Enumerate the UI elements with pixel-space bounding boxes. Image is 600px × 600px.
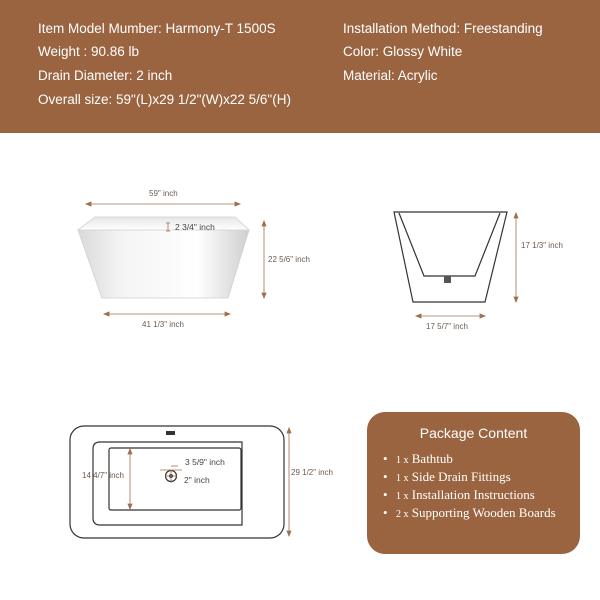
top-inner-dimension-line bbox=[128, 449, 132, 509]
drain-diameter-label: 2" inch bbox=[184, 475, 210, 485]
item-quantity: 1 x bbox=[396, 491, 409, 502]
front-view-tub bbox=[78, 217, 249, 298]
item-model-text: Item Model Mumber: Harmony-T 1500S bbox=[38, 21, 276, 36]
top-width-dimension-line bbox=[287, 428, 291, 536]
front-bottom-width-label: 41 1/3" inch bbox=[142, 320, 184, 329]
rim-thickness-label: 2 3/4" inch bbox=[175, 222, 215, 232]
front-bottom-dimension-line bbox=[104, 312, 230, 316]
list-item: • 1 x Installation Instructions bbox=[383, 487, 535, 502]
drain-offset-label: 3 5/9" inch bbox=[185, 457, 225, 467]
item-quantity: 1 x bbox=[396, 455, 409, 466]
item-name: Installation Instructions bbox=[411, 487, 535, 502]
front-height-label: 22 5/6" inch bbox=[268, 255, 310, 264]
front-top-width-label: 59" inch bbox=[149, 189, 178, 198]
overall-size-text: Overall size: 59"(L)x29 1/2"(W)x22 5/6"(H) bbox=[38, 92, 291, 107]
top-width-label: 29 1/2" inch bbox=[291, 468, 333, 477]
side-bottom-dimension-line bbox=[416, 314, 485, 318]
item-name: Supporting Wooden Boards bbox=[411, 505, 556, 520]
front-top-dimension-line bbox=[86, 202, 240, 206]
material-text: Material: Acrylic bbox=[343, 68, 438, 83]
item-name: Bathtub bbox=[411, 451, 453, 466]
list-item: • 1 x Side Drain Fittings bbox=[383, 469, 511, 484]
inner-width-label: 14 4/7" inch bbox=[82, 471, 124, 480]
installation-text: Installation Method: Freestanding bbox=[343, 21, 543, 36]
side-height-label: 17 1/3" inch bbox=[521, 241, 563, 250]
item-quantity: 2 x bbox=[396, 509, 409, 520]
package-content-box bbox=[367, 412, 580, 554]
item-name: Side Drain Fittings bbox=[411, 469, 511, 484]
color-text: Color: Glossy White bbox=[343, 44, 463, 59]
front-height-dimension-line bbox=[262, 221, 266, 298]
weight-text: Weight : 90.86 lb bbox=[38, 44, 140, 59]
package-content-title: Package Content bbox=[419, 425, 528, 441]
item-quantity: 1 x bbox=[396, 473, 409, 484]
list-item: • 1 x Bathtub bbox=[383, 451, 453, 466]
list-item: • 2 x Supporting Wooden Boards bbox=[383, 505, 556, 520]
side-height-dimension-line bbox=[514, 213, 518, 302]
drain-offset-marker bbox=[160, 466, 182, 483]
side-bottom-width-label: 17 5/7" inch bbox=[426, 322, 468, 331]
package-item-list bbox=[383, 450, 556, 522]
side-view-tub bbox=[394, 212, 507, 302]
drain-diameter-text: Drain Diameter: 2 inch bbox=[38, 68, 173, 83]
top-view-tub bbox=[70, 426, 284, 538]
